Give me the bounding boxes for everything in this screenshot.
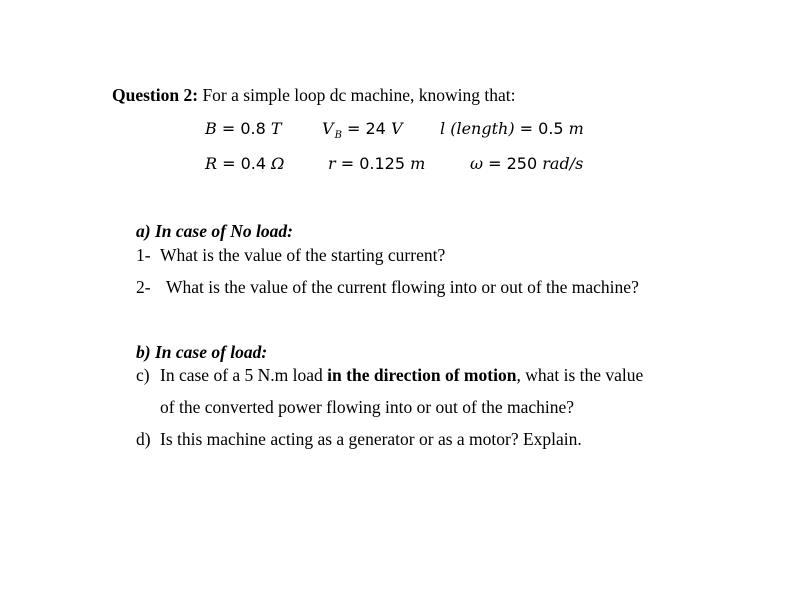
part-b-item-d: Is this machine acting as a generator or as a motor? Explain. (160, 429, 582, 449)
part-a-item-1 (136, 244, 151, 266)
given-r: r = 0.125 m (328, 154, 426, 173)
given-length: l (length) = 0.5 m (440, 119, 584, 138)
part-a-heading: a) In case of No load: (136, 221, 293, 241)
part-b-item-c-number: c) (136, 365, 150, 385)
question-intro: For a simple loop dc machine, knowing that: (198, 85, 516, 105)
item-number: 1- (136, 245, 151, 265)
part-a-item-2 (136, 276, 151, 298)
question-title (112, 84, 515, 106)
part-b-item-c-continuation: of the converted power flowing into or out of the machine? (160, 397, 575, 417)
given-omega: ω = 250 rad/s (470, 154, 584, 173)
part-a-item-1-text: What is the value of the starting current? (160, 245, 446, 265)
part-b-item-c: In case of a 5 N.m load in the direction of motion, what is the value (160, 365, 644, 385)
part-a-item-2-text: What is the value of the current flowing into or out of the machine? (166, 277, 639, 297)
item-number: 2- (136, 277, 151, 297)
given-B: B = 0.8 T (205, 119, 282, 138)
part-b-heading: b) In case of load: (136, 342, 268, 362)
given-VB: $V_B = 24$ V (322, 119, 403, 141)
part-b-item-d-number: d) (136, 429, 151, 449)
question-label: Question 2: (112, 85, 199, 105)
given-R: R = 0.4 Ω (205, 154, 285, 173)
emphasis-direction: in the direction of motion (327, 365, 517, 385)
